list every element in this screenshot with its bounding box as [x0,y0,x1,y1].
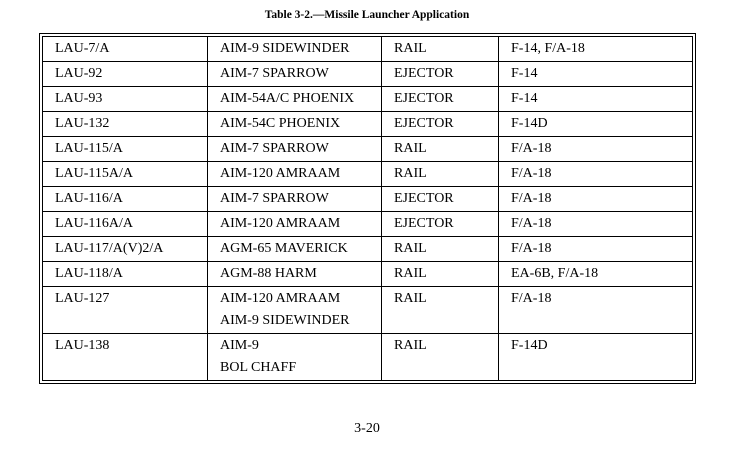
launch-type-cell: RAIL [382,37,499,62]
launch-type-cell: EJECTOR [382,187,499,212]
missile-launcher-table [42,36,693,381]
missile-cell [208,287,382,334]
missile-name: AIM-7 SPARROW [220,66,329,81]
aircraft-cell: F/A-18 [499,212,693,237]
table-row [43,262,693,287]
missile-name: AIM-9 SIDEWINDER [220,313,350,328]
table-row [43,87,693,112]
launcher-cell: LAU-7/A [43,37,208,62]
missile-cell [208,237,382,262]
launcher-cell: LAU-132 [43,112,208,137]
missile-cell [208,262,382,287]
missile-cell [208,62,382,87]
missile-launcher-table-frame [39,33,696,384]
launcher-cell: LAU-117/A(V)2/A [43,237,208,262]
missile-name: AIM-120 AMRAAM [220,166,341,181]
missile-name: AIM-120 AMRAAM [220,216,341,231]
missile-name: AIM-7 SPARROW [220,141,329,156]
aircraft-cell: F/A-18 [499,287,693,334]
launch-type-cell: EJECTOR [382,62,499,87]
launcher-cell: LAU-115/A [43,137,208,162]
launch-type-cell: RAIL [382,137,499,162]
table-caption: Table 3-2.—Missile Launcher Application [264,9,470,21]
launcher-cell: LAU-116/A [43,187,208,212]
missile-cell [208,37,382,62]
page-number: 3-20 [354,421,380,436]
launcher-cell: LAU-118/A [43,262,208,287]
table-row [43,287,693,334]
table-row [43,212,693,237]
missile-name: AIM-120 AMRAAM [220,291,341,306]
launch-type-cell: EJECTOR [382,112,499,137]
launcher-cell: LAU-138 [43,334,208,381]
missile-cell [208,162,382,187]
missile-cell [208,87,382,112]
launcher-cell: LAU-127 [43,287,208,334]
missile-cell [208,334,382,381]
missile-name: BOL CHAFF [220,360,297,375]
missile-name: AGM-88 HARM [220,266,317,281]
missile-cell [208,112,382,137]
missile-cell [208,137,382,162]
missile-name: AIM-54A/C PHOENIX [220,91,355,106]
table-row [43,334,693,381]
launch-type-cell: RAIL [382,287,499,334]
aircraft-cell: F-14D [499,334,693,381]
aircraft-cell: F-14D [499,112,693,137]
table-row [43,187,693,212]
missile-cell [208,187,382,212]
aircraft-cell: F-14 [499,62,693,87]
missile-name: AIM-7 SPARROW [220,191,329,206]
missile-cell [208,212,382,237]
aircraft-cell: EA-6B, F/A-18 [499,262,693,287]
missile-name: AIM-54C PHOENIX [220,116,341,131]
aircraft-cell: F/A-18 [499,137,693,162]
aircraft-cell: F-14 [499,87,693,112]
launch-type-cell: EJECTOR [382,212,499,237]
missile-name: AGM-65 MAVERICK [220,241,348,256]
table-row [43,162,693,187]
launch-type-cell: RAIL [382,237,499,262]
launcher-cell: LAU-93 [43,87,208,112]
aircraft-cell: F/A-18 [499,237,693,262]
table-row [43,137,693,162]
table-row [43,237,693,262]
launch-type-cell: RAIL [382,162,499,187]
aircraft-cell: F/A-18 [499,162,693,187]
missile-name: AIM-9 [220,338,259,353]
table-row [43,62,693,87]
launch-type-cell: RAIL [382,334,499,381]
aircraft-cell: F-14, F/A-18 [499,37,693,62]
launcher-cell: LAU-92 [43,62,208,87]
table-row [43,37,693,62]
aircraft-cell: F/A-18 [499,187,693,212]
missile-name: AIM-9 SIDEWINDER [220,41,350,56]
table-row [43,112,693,137]
launcher-cell: LAU-115A/A [43,162,208,187]
launch-type-cell: RAIL [382,262,499,287]
launcher-cell: LAU-116A/A [43,212,208,237]
launch-type-cell: EJECTOR [382,87,499,112]
